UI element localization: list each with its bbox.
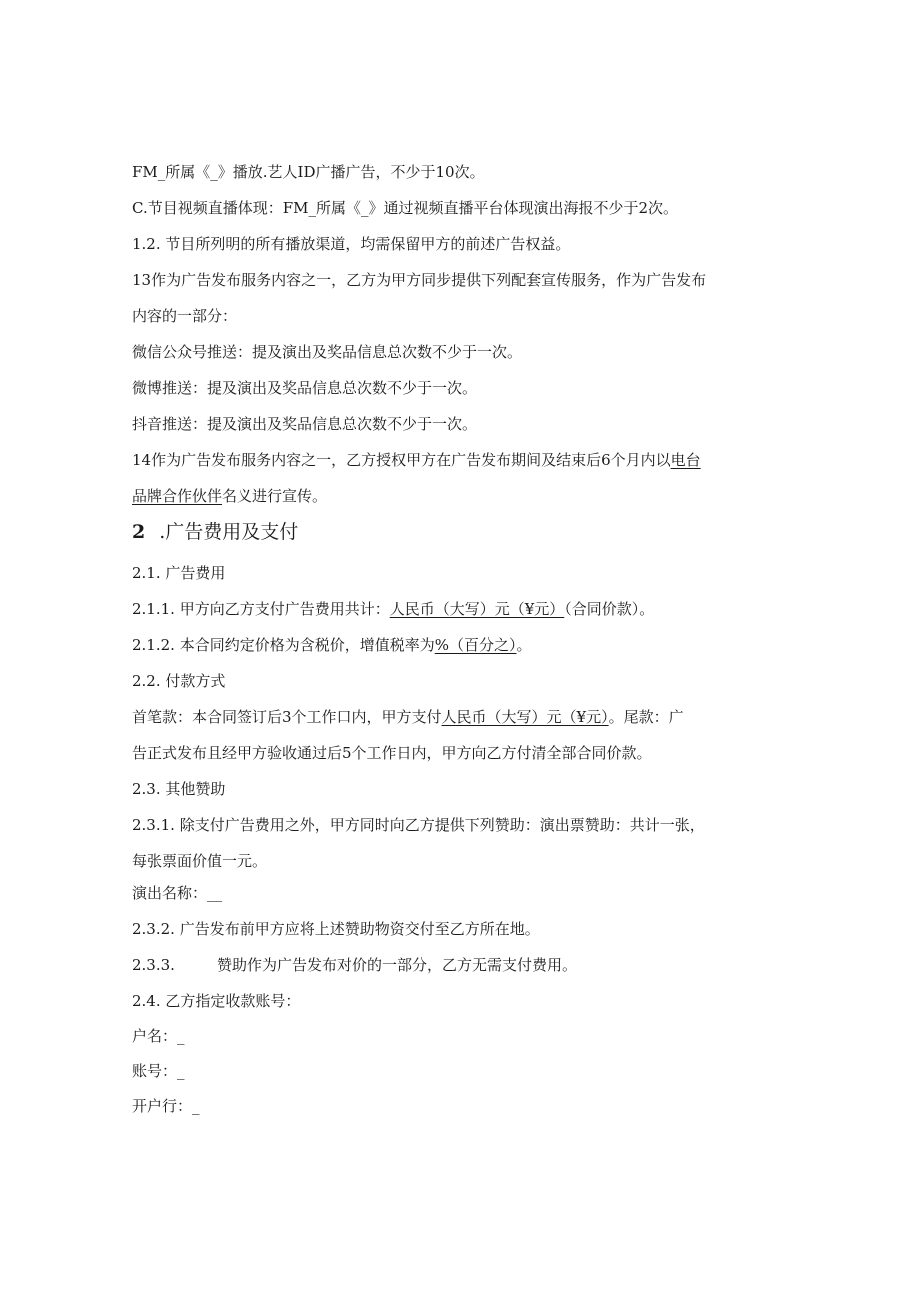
line-text: 内容的一部分： bbox=[132, 307, 238, 325]
paragraph-line bbox=[132, 414, 477, 434]
line-text: 演出名称：__ bbox=[132, 884, 223, 902]
line-text: 账号：_ bbox=[132, 1062, 185, 1080]
line-text: 。尾款：广 bbox=[608, 708, 684, 726]
paragraph-line bbox=[132, 270, 706, 290]
paragraph-line bbox=[132, 486, 327, 506]
section-number: 2 bbox=[132, 521, 146, 543]
paragraph-line bbox=[132, 306, 237, 326]
line-text: 1.2. 节目所列明的所有播放渠道，均需保留甲方的前述广告权益。 bbox=[132, 235, 571, 253]
underlined-text: %（百分之） bbox=[434, 636, 517, 654]
line-text: 名义进行宣传。 bbox=[222, 487, 328, 505]
paragraph-line bbox=[132, 162, 485, 182]
paragraph-line bbox=[132, 1096, 200, 1116]
paragraph-line bbox=[132, 815, 705, 835]
line-text: 首笔款：本合同签订后3个工作口内，甲方支付 bbox=[132, 708, 442, 726]
paragraph-line bbox=[132, 198, 678, 218]
line-text: 2.2. 付款方式 bbox=[132, 672, 226, 690]
line-text: 14作为广告发布服务内容之一，乙方授权甲方在广告发布期间及结束后6个月内以 bbox=[132, 451, 671, 469]
section-title: .广告费用及支付 bbox=[159, 521, 299, 543]
line-text: 2.3.1. 除支付广告费用之外，甲方同时向乙方提供下列赞助：演出票赞助：共计一张， bbox=[132, 816, 705, 834]
line-text: 13作为广告发布服务内容之一，乙方为甲方同步提供下列配套宣传服务，作为广告发布 bbox=[132, 271, 707, 289]
line-text: 赞助作为广告发布对价的一部分，乙方无需支付费用。 bbox=[216, 956, 577, 974]
line-text: 户名：_ bbox=[132, 1027, 185, 1045]
line-text: 告正式发布且经甲方验收通过后5个工作日内，甲方向乙方付清全部合同价款。 bbox=[132, 744, 652, 762]
paragraph-line bbox=[132, 671, 225, 691]
paragraph-line bbox=[132, 342, 522, 362]
paragraph-line bbox=[132, 635, 532, 655]
line-text: 开户行：_ bbox=[132, 1097, 200, 1115]
paragraph-line bbox=[132, 1061, 185, 1081]
paragraph-line bbox=[132, 234, 570, 254]
line-text: 2.1. 广告费用 bbox=[132, 564, 226, 582]
line-text: 2.4. 乙方指定收款账号： bbox=[132, 992, 301, 1010]
paragraph-line bbox=[132, 707, 684, 727]
line-text: 2.3.2. 广告发布前甲方应将上述赞助物资交付至乙方所在地。 bbox=[132, 920, 540, 938]
underlined-text: 品牌合作伙伴 bbox=[132, 487, 223, 505]
paragraph-line bbox=[132, 919, 540, 939]
line-text: 2.1.2. 本合同约定价格为含税价，增值税率为 bbox=[132, 636, 435, 654]
line-text: 2.3.3. bbox=[132, 956, 175, 974]
paragraph-line bbox=[132, 883, 222, 903]
line-text: 抖音推送：提及演出及奖品信息总次数不少于一次。 bbox=[132, 415, 478, 433]
paragraph-line bbox=[132, 450, 701, 470]
paragraph-line bbox=[132, 563, 225, 583]
paragraph-line bbox=[132, 743, 652, 763]
underlined-text: 人民币（大写）元（¥元） bbox=[441, 708, 609, 726]
paragraph-line bbox=[132, 378, 477, 398]
paragraph-line bbox=[132, 779, 225, 799]
section-heading bbox=[132, 522, 298, 542]
line-text: 每张票面价值一元。 bbox=[132, 852, 268, 870]
paragraph-line bbox=[132, 599, 654, 619]
line-text: C.节目视频直播体现：FM_所属《_》通过视频直播平台体现演出海报不少于2次。 bbox=[132, 199, 679, 217]
underlined-text: 人民币（大写）元（¥元） bbox=[389, 600, 565, 618]
line-text: 2.1.1. 甲方向乙方支付广告费用共计： bbox=[132, 600, 390, 618]
line-text: 微博推送：提及演出及奖品信息总次数不少于一次。 bbox=[132, 379, 478, 397]
paragraph-line bbox=[132, 991, 300, 1011]
line-text: 。 bbox=[516, 636, 532, 654]
paragraph-line bbox=[132, 1026, 185, 1046]
line-text: （合同价款）。 bbox=[564, 600, 655, 618]
line-text: FM_所属《_》播放.艺人ID广播广告，不少于10次。 bbox=[132, 163, 485, 181]
line-text: 2.3. 其他赞助 bbox=[132, 780, 226, 798]
paragraph-line bbox=[132, 955, 577, 975]
line-text: 微信公众号推送：提及演出及奖品信息总次数不少于一次。 bbox=[132, 343, 523, 361]
underlined-text: 电台 bbox=[670, 451, 701, 469]
paragraph-line bbox=[132, 851, 267, 871]
